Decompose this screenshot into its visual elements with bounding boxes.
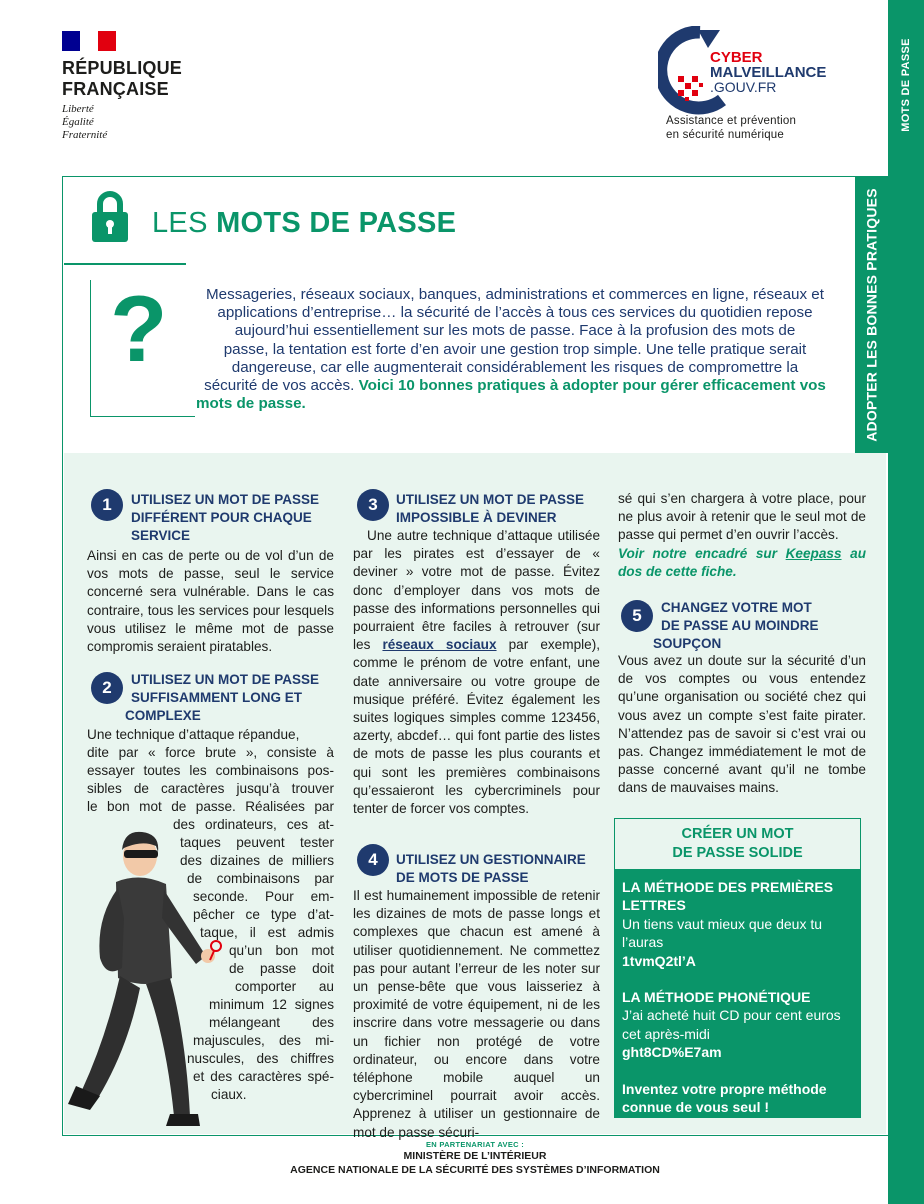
tip-number-4: 4 — [357, 844, 389, 876]
tip-number-5: 5 — [621, 600, 653, 632]
burglar-illustration — [66, 828, 236, 1134]
method-box-title: CRÉER UN MOT DE PASSE SOLIDE — [614, 818, 861, 870]
rf-motto: Liberté Égalité Fraternité — [62, 103, 108, 141]
tip-5-body: Vous avez un doute sur la sécurité d’un de vos comptes ou vous entendez qu’une organisation ou société chez qui vous avez un compte s’est faite pirater. N’attendez pas de savoir si c’est vrai ou pas. Changez immédiatement le mot de passe concerné avant qu’il ne tombe dans de mauvaises mains. — [618, 653, 866, 796]
tip-3-heading: UTILISEZ UN MOT DE PASSE IMPOSSIBLE À DEVINER — [396, 492, 585, 525]
marianne-flag-logo — [62, 31, 116, 51]
tip-4-continued: sé qui s’en chargera à votre place, pour ne plus avoir à retenir que le seul mot de passe qui permet d’en ouvrir l’accès. Voir notre encadré sur Keepass au dos de cette fiche. — [618, 491, 866, 579]
method-1-heading: LA MÉTHODE DES PREMIÈRES LETTRES — [622, 879, 834, 914]
side-band-label: MOTS DE PASSE — [900, 38, 913, 132]
keepass-link[interactable]: Keepass — [785, 545, 842, 561]
method-2-password: ght8CD%E7am — [622, 1044, 722, 1061]
padlock-icon — [92, 190, 128, 242]
tip-1-heading: UTILISEZ UN MOT DE PASSE DIFFÉRENT POUR CHAQUE SERVICE — [131, 492, 320, 543]
tip-4-body: Il est humainement impossible de retenir les dizaines de mots de passe longs et complexes que chacun est amené à utiliser quotidiennement. Ne commettez pas pour autant l’erreur de les noter sur un pense-bête que vous laisseriez à proximité de votre équipement, ni de les inscrire dans votre messagerie ou dans un fichier non protégé de votre ordinateur, ou encore dans votre téléphone mobile auquel un cybercriminel pourrait avoir accès. Apprenez à utiliser un gestionnaire de mot de passe sécuri- — [353, 888, 600, 1140]
tip-3-body: Une autre technique d’attaque utilisée par les pirates est d’essayer de « deviner » votre mot de passe. Évitez donc d’employer dans vos mots de passe des informations personnelles qui pourraient être faciles à retrouver (sur les réseaux sociaux par exemple), comme le prénom de votre enfant, une date anniversaire ou votre groupe de musique préféré. Évitez également les suites logiques simples comme 123456, azerty, abcdef… qui font partie des listes de mots de passe les plus courants et qui sont les premières combinaisons qu’essaieront les cybercriminels pour tenter de forcer vos comptes. — [353, 528, 601, 817]
tip-4-heading: UTILISEZ UN GESTIONNAIRE DE MOTS DE PASSE — [396, 852, 586, 885]
page-title: LES MOTS DE PASSE — [152, 207, 457, 239]
side-band — [888, 0, 924, 1204]
tip-2-heading: UTILISEZ UN MOT DE PASSE SUFFISAMMENT LONG ET COMPLEXE — [125, 672, 320, 723]
tip-1-body: Ainsi en cas de perte ou de vol d’un de vos mots de passe, seul le service concerné sera vulnérable. Dans le cas contraire, tous les services pour lesquels vous utilisez le même mot de passe compromis seraient piratables. — [87, 548, 334, 655]
title-rule — [64, 263, 186, 265]
method-box-content — [622, 878, 857, 1116]
method-box-cta: Inventez votre propre méthode connue de vous seul ! — [622, 1080, 827, 1116]
method-1-example: Un tiens vaut mieux que deux tu l’auras — [622, 915, 823, 951]
tip-5-heading: CHANGEZ VOTRE MOT DE PASSE AU MOINDRE SOUPÇON — [653, 600, 819, 651]
republique-francaise-name: RÉPUBLIQUE FRANÇAISE — [62, 58, 183, 99]
tip-number-3: 3 — [357, 489, 389, 521]
method-2-heading: LA MÉTHODE PHONÉTIQUE — [622, 989, 811, 1006]
question-mark-icon: ? — [110, 276, 168, 381]
method-1-password: 1tvmQ2tl’A — [622, 952, 696, 969]
tip-number-1: 1 — [91, 489, 123, 521]
method-2-example: J’ai acheté huit CD pour cent euros cet après-midi — [622, 1007, 841, 1042]
intro-paragraph: Messageries, réseaux sociaux, banques, administrations et commerces en ligne, réseaux et applications d’entreprise… la sécurité de l’accès à tous ces services du quotidien repose aujourd’hui essentiellement sur les mots de passe. Face à la profusion des mots de passe, la tentation est forte d’en avoir une gestion trop simple. Une telle pratique serait dangereuse, car elle augmenterait considérablement les risques de compromettre la sécurité de vos accès. Voici 10 bonnes pratiques à adopter pour gérer efficacement vos mots de passe. — [196, 286, 826, 413]
tip-number-2: 2 — [91, 672, 123, 704]
vertical-tab: ADOPTER LES BONNES PRATIQUES — [855, 176, 888, 453]
partners-footer: EN PARTENARIAT AVEC : MINISTÈRE DE L’INTÉRIEUR AGENCE NATIONALE DE LA SÉCURITÉ DES SYSTÈMES D’INFORMATION — [290, 1140, 660, 1176]
cybermalveillance-tagline: Assistance et prévention en sécurité numérique — [666, 115, 797, 141]
social-networks-link[interactable]: réseaux sociaux — [382, 637, 497, 653]
cybermalveillance-wordmark: CYBER MALVEILLANCE .GOUV.FR — [710, 49, 827, 95]
